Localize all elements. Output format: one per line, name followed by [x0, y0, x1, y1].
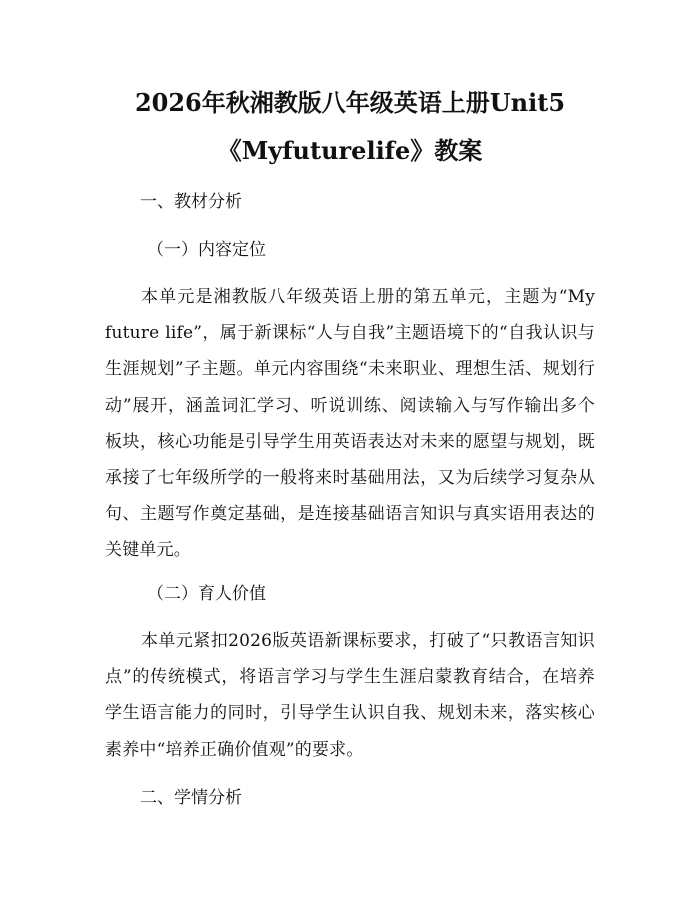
section-heading-learner-analysis: 二、学情分析 [140, 788, 242, 808]
section-heading-textbook-analysis: 一、教材分析 [140, 192, 242, 212]
paragraph-educational-value: 本单元紧扣2026版英语新课标要求，打破了“只教语言知识点”的传统模式，将语言学习与学生生涯启蒙教育结合，在培养学生语言能力的同时，引导学生认识自我、规划未来，落实核心素养中“培养正确价值观”的要求。 [105, 631, 595, 760]
document-title-line-2: 《Myfuturelife》教案 [217, 136, 483, 165]
document-title-line-1: 2026年秋湘教版八年级英语上册Unit5 [134, 88, 566, 117]
subsection-heading-content-positioning: （一）内容定位 [147, 240, 266, 260]
subsection-heading-educational-value: （二）育人价值 [147, 584, 266, 604]
paragraph-content-positioning: 本单元是湘教版八年级英语上册的第五单元，主题为“My future life”，属于新课标“人与自我”主题语境下的“自我认识与生涯规划”子主题。单元内容围绕“未来职业、理想生活、规划行动”展开，涵盖词汇学习、听说训练、阅读输入与写作输出多个板块，核心功能是引导学生用英语表达对未来的愿望与规划，既承接了七年级所学的一般将来时基础用法，又为后续学习复杂从句、主题写作奠定基础，是连接基础语言知识与真实语用表达的关键单元。 [105, 287, 595, 561]
